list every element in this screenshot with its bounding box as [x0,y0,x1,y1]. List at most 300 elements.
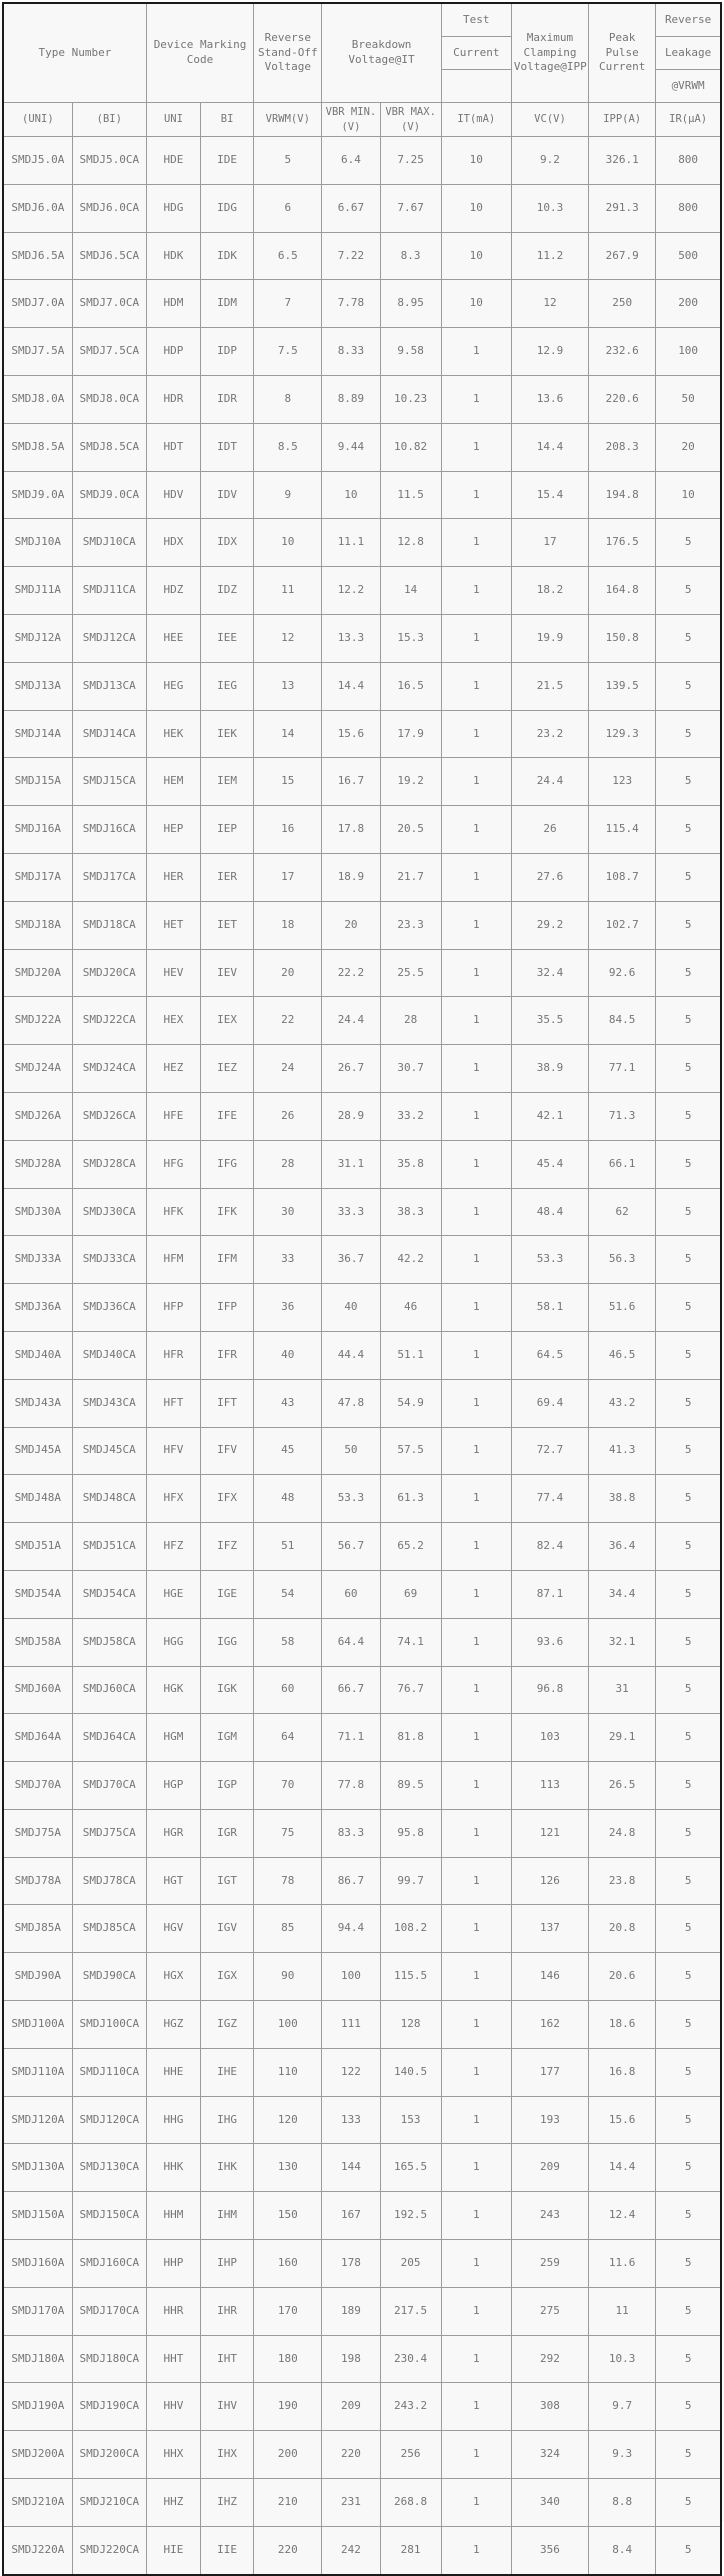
cell-type-bi: SMDJ10CA [72,519,146,567]
cell-type-uni: SMDJ45A [3,1427,72,1475]
cell-vrwm-v: 10 [254,519,322,567]
cell-marking-uni: HET [146,901,200,949]
cell-vbr-max-v: 20.5 [380,806,441,854]
cell-vrwm-v: 160 [254,2240,322,2288]
cell-vbr-min-v: 18.9 [322,853,380,901]
cell-type-bi: SMDJ33CA [72,1236,146,1284]
table-row [3,1092,721,1140]
col-header-peak-pulse-current: Peak Pulse Current [589,3,656,103]
cell-it-ma: 1 [441,1714,511,1762]
cell-it-ma: 1 [441,2144,511,2192]
cell-ir-ua: 5 [656,1475,721,1523]
cell-ir-ua: 5 [656,853,721,901]
cell-it-ma: 1 [441,1523,511,1571]
cell-ir-ua: 800 [656,137,721,185]
cell-type-bi: SMDJ43CA [72,1379,146,1427]
table-row [3,710,721,758]
cell-ipp-a: 34.4 [589,1570,656,1618]
cell-vbr-max-v: 12.8 [380,519,441,567]
cell-marking-uni: HFG [146,1140,200,1188]
cell-vbr-min-v: 11.1 [322,519,380,567]
cell-vbr-max-v: 10.23 [380,375,441,423]
cell-vc-v: 19.9 [511,614,588,662]
cell-ir-ua: 5 [656,662,721,710]
cell-ipp-a: 12.4 [589,2192,656,2240]
cell-vc-v: 53.3 [511,1236,588,1284]
cell-marking-uni: HDZ [146,567,200,615]
cell-vrwm-v: 190 [254,2383,322,2431]
col-header-type-uni: (UNI) [3,103,72,137]
cell-vrwm-v: 26 [254,1092,322,1140]
cell-it-ma: 1 [441,1857,511,1905]
cell-ir-ua: 5 [656,2240,721,2288]
cell-type-bi: SMDJ22CA [72,997,146,1045]
cell-marking-uni: HHR [146,2287,200,2335]
cell-vbr-max-v: 192.5 [380,2192,441,2240]
cell-marking-bi: IGP [201,1762,254,1810]
cell-vc-v: 292 [511,2335,588,2383]
cell-ipp-a: 84.5 [589,997,656,1045]
cell-ipp-a: 232.6 [589,328,656,376]
cell-vbr-min-v: 26.7 [322,1045,380,1093]
cell-type-uni: SMDJ200A [3,2431,72,2479]
cell-ir-ua: 5 [656,2144,721,2192]
cell-vbr-min-v: 31.1 [322,1140,380,1188]
cell-type-bi: SMDJ180CA [72,2335,146,2383]
table-row [3,2001,721,2049]
cell-ipp-a: 38.8 [589,1475,656,1523]
cell-type-uni: SMDJ160A [3,2240,72,2288]
cell-vbr-min-v: 7.78 [322,280,380,328]
cell-vbr-max-v: 61.3 [380,1475,441,1523]
cell-vc-v: 77.4 [511,1475,588,1523]
cell-vc-v: 324 [511,2431,588,2479]
cell-it-ma: 1 [441,1905,511,1953]
cell-ir-ua: 5 [656,1523,721,1571]
cell-type-uni: SMDJ30A [3,1188,72,1236]
cell-marking-uni: HGG [146,1618,200,1666]
cell-vbr-min-v: 77.8 [322,1762,380,1810]
col-header-type-bi: (BI) [72,103,146,137]
table-row [3,423,721,471]
cell-marking-bi: IHE [201,2048,254,2096]
col-header-marking-uni: UNI [146,103,200,137]
cell-it-ma: 1 [441,1618,511,1666]
cell-marking-uni: HDR [146,375,200,423]
cell-vc-v: 137 [511,1905,588,1953]
cell-vbr-max-v: 21.7 [380,853,441,901]
cell-marking-bi: IIE [201,2526,254,2574]
cell-vc-v: 126 [511,1857,588,1905]
cell-marking-uni: HDP [146,328,200,376]
cell-vrwm-v: 22 [254,997,322,1045]
table-row [3,997,721,1045]
cell-marking-bi: IGZ [201,2001,254,2049]
cell-ipp-a: 176.5 [589,519,656,567]
cell-marking-uni: HHG [146,2096,200,2144]
cell-vbr-min-v: 47.8 [322,1379,380,1427]
cell-marking-bi: IFM [201,1236,254,1284]
cell-vbr-min-v: 50 [322,1427,380,1475]
cell-marking-bi: IGT [201,1857,254,1905]
table-row [3,1331,721,1379]
cell-it-ma: 1 [441,328,511,376]
cell-type-uni: SMDJ11A [3,567,72,615]
table-row [3,375,721,423]
cell-it-ma: 10 [441,184,511,232]
cell-marking-bi: IEV [201,949,254,997]
cell-type-bi: SMDJ170CA [72,2287,146,2335]
cell-ir-ua: 5 [656,2192,721,2240]
cell-type-uni: SMDJ20A [3,949,72,997]
table-row [3,2335,721,2383]
cell-vbr-max-v: 81.8 [380,1714,441,1762]
cell-type-bi: SMDJ9.0CA [72,471,146,519]
cell-marking-uni: HDG [146,184,200,232]
table-row [3,519,721,567]
cell-vrwm-v: 6 [254,184,322,232]
cell-vbr-max-v: 165.5 [380,2144,441,2192]
cell-marking-bi: IDV [201,471,254,519]
table-row [3,1666,721,1714]
cell-ipp-a: 20.6 [589,1953,656,2001]
cell-it-ma: 1 [441,471,511,519]
cell-type-uni: SMDJ51A [3,1523,72,1571]
cell-marking-uni: HGZ [146,2001,200,2049]
cell-vc-v: 356 [511,2526,588,2574]
table-row [3,280,721,328]
cell-vrwm-v: 220 [254,2526,322,2574]
cell-vbr-min-v: 122 [322,2048,380,2096]
cell-vc-v: 17 [511,519,588,567]
cell-vbr-min-v: 6.4 [322,137,380,185]
table-row [3,137,721,185]
table-row [3,1857,721,1905]
cell-it-ma: 1 [441,710,511,758]
cell-ir-ua: 20 [656,423,721,471]
cell-vbr-max-v: 243.2 [380,2383,441,2431]
cell-vc-v: 275 [511,2287,588,2335]
cell-it-ma: 1 [441,2048,511,2096]
cell-vrwm-v: 30 [254,1188,322,1236]
cell-ipp-a: 43.2 [589,1379,656,1427]
cell-vbr-max-v: 95.8 [380,1809,441,1857]
cell-vrwm-v: 85 [254,1905,322,1953]
cell-ipp-a: 123 [589,758,656,806]
cell-type-bi: SMDJ8.0CA [72,375,146,423]
cell-it-ma: 1 [441,1331,511,1379]
cell-marking-bi: IEG [201,662,254,710]
cell-ipp-a: 102.7 [589,901,656,949]
cell-vrwm-v: 28 [254,1140,322,1188]
cell-ipp-a: 23.8 [589,1857,656,1905]
cell-vbr-max-v: 76.7 [380,1666,441,1714]
cell-vbr-max-v: 23.3 [380,901,441,949]
cell-vrwm-v: 54 [254,1570,322,1618]
cell-marking-uni: HEG [146,662,200,710]
cell-ipp-a: 26.5 [589,1762,656,1810]
cell-vbr-max-v: 230.4 [380,2335,441,2383]
cell-vrwm-v: 33 [254,1236,322,1284]
cell-vbr-min-v: 94.4 [322,1905,380,1953]
cell-vrwm-v: 15 [254,758,322,806]
cell-marking-bi: IEE [201,614,254,662]
cell-vrwm-v: 210 [254,2479,322,2527]
cell-vbr-max-v: 128 [380,2001,441,2049]
cell-it-ma: 1 [441,614,511,662]
cell-type-bi: SMDJ14CA [72,710,146,758]
cell-ir-ua: 5 [656,1666,721,1714]
cell-it-ma: 1 [441,806,511,854]
cell-marking-bi: IGE [201,1570,254,1618]
cell-type-bi: SMDJ130CA [72,2144,146,2192]
table-row [3,1762,721,1810]
cell-vbr-min-v: 178 [322,2240,380,2288]
cell-ipp-a: 8.4 [589,2526,656,2574]
table-row [3,1809,721,1857]
cell-vc-v: 35.5 [511,997,588,1045]
cell-vrwm-v: 36 [254,1284,322,1332]
cell-vrwm-v: 8.5 [254,423,322,471]
table-row [3,614,721,662]
cell-marking-uni: HEE [146,614,200,662]
cell-it-ma: 1 [441,1045,511,1093]
cell-ir-ua: 5 [656,1092,721,1140]
cell-marking-bi: IFE [201,1092,254,1140]
cell-it-ma: 1 [441,901,511,949]
cell-vbr-min-v: 111 [322,2001,380,2049]
cell-marking-bi: IDT [201,423,254,471]
cell-vbr-max-v: 7.25 [380,137,441,185]
cell-ipp-a: 9.7 [589,2383,656,2431]
cell-type-bi: SMDJ6.5CA [72,232,146,280]
cell-marking-bi: IHK [201,2144,254,2192]
cell-vc-v: 72.7 [511,1427,588,1475]
cell-vbr-max-v: 38.3 [380,1188,441,1236]
header-group-row-1 [3,3,721,37]
cell-type-bi: SMDJ51CA [72,1523,146,1571]
table-row [3,901,721,949]
cell-ir-ua: 5 [656,949,721,997]
cell-ipp-a: 164.8 [589,567,656,615]
cell-vbr-min-v: 16.7 [322,758,380,806]
cell-marking-bi: IHR [201,2287,254,2335]
cell-type-bi: SMDJ78CA [72,1857,146,1905]
cell-marking-bi: IHT [201,2335,254,2383]
cell-vbr-min-v: 198 [322,2335,380,2383]
cell-ir-ua: 5 [656,614,721,662]
cell-type-bi: SMDJ120CA [72,2096,146,2144]
cell-marking-bi: IGR [201,1809,254,1857]
cell-marking-bi: IFT [201,1379,254,1427]
cell-ipp-a: 10.3 [589,2335,656,2383]
cell-marking-bi: IDM [201,280,254,328]
table-row [3,1284,721,1332]
cell-vbr-min-v: 12.2 [322,567,380,615]
cell-vrwm-v: 14 [254,710,322,758]
cell-vc-v: 10.3 [511,184,588,232]
cell-vrwm-v: 48 [254,1475,322,1523]
cell-type-uni: SMDJ28A [3,1140,72,1188]
cell-ipp-a: 326.1 [589,137,656,185]
cell-marking-uni: HDT [146,423,200,471]
cell-vrwm-v: 120 [254,2096,322,2144]
cell-vbr-max-v: 99.7 [380,1857,441,1905]
cell-type-uni: SMDJ33A [3,1236,72,1284]
cell-vrwm-v: 9 [254,471,322,519]
cell-marking-bi: IFR [201,1331,254,1379]
cell-vc-v: 340 [511,2479,588,2527]
cell-marking-uni: HGT [146,1857,200,1905]
cell-ir-ua: 5 [656,2335,721,2383]
cell-vc-v: 162 [511,2001,588,2049]
cell-vbr-max-v: 15.3 [380,614,441,662]
cell-type-bi: SMDJ110CA [72,2048,146,2096]
cell-ipp-a: 14.4 [589,2144,656,2192]
cell-type-bi: SMDJ85CA [72,1905,146,1953]
cell-vbr-min-v: 83.3 [322,1809,380,1857]
cell-marking-bi: IGV [201,1905,254,1953]
table-row [3,2096,721,2144]
cell-vrwm-v: 170 [254,2287,322,2335]
table-body [3,137,721,2575]
cell-type-uni: SMDJ110A [3,2048,72,2096]
cell-vc-v: 32.4 [511,949,588,997]
cell-vrwm-v: 17 [254,853,322,901]
cell-marking-bi: IFG [201,1140,254,1188]
cell-ir-ua: 5 [656,1379,721,1427]
cell-ipp-a: 77.1 [589,1045,656,1093]
cell-vrwm-v: 5 [254,137,322,185]
cell-marking-uni: HHE [146,2048,200,2096]
table-row [3,853,721,901]
cell-marking-bi: IDP [201,328,254,376]
col-header-leakage: Leakage [656,37,721,70]
table-row [3,758,721,806]
cell-marking-uni: HEV [146,949,200,997]
cell-ir-ua: 5 [656,758,721,806]
cell-vrwm-v: 60 [254,1666,322,1714]
cell-vc-v: 23.2 [511,710,588,758]
cell-ir-ua: 5 [656,1331,721,1379]
cell-ir-ua: 5 [656,2383,721,2431]
cell-vbr-max-v: 74.1 [380,1618,441,1666]
cell-type-bi: SMDJ20CA [72,949,146,997]
cell-vbr-min-v: 133 [322,2096,380,2144]
cell-vbr-max-v: 51.1 [380,1331,441,1379]
cell-vrwm-v: 18 [254,901,322,949]
cell-marking-bi: IFX [201,1475,254,1523]
cell-it-ma: 1 [441,1188,511,1236]
cell-vbr-min-v: 167 [322,2192,380,2240]
cell-ir-ua: 5 [656,1284,721,1332]
cell-vbr-min-v: 64.4 [322,1618,380,1666]
cell-vbr-max-v: 11.5 [380,471,441,519]
cell-ipp-a: 46.5 [589,1331,656,1379]
cell-type-bi: SMDJ60CA [72,1666,146,1714]
cell-type-bi: SMDJ200CA [72,2431,146,2479]
cell-it-ma: 1 [441,1666,511,1714]
cell-type-uni: SMDJ24A [3,1045,72,1093]
cell-vrwm-v: 45 [254,1427,322,1475]
cell-type-uni: SMDJ18A [3,901,72,949]
cell-type-uni: SMDJ210A [3,2479,72,2527]
table-row [3,806,721,854]
cell-it-ma: 10 [441,137,511,185]
table-row [3,1140,721,1188]
cell-vbr-min-v: 6.67 [322,184,380,232]
cell-type-uni: SMDJ100A [3,2001,72,2049]
cell-it-ma: 1 [441,2240,511,2288]
cell-vc-v: 93.6 [511,1618,588,1666]
cell-ir-ua: 5 [656,997,721,1045]
cell-ipp-a: 150.8 [589,614,656,662]
table-row [3,1045,721,1093]
cell-marking-uni: HFV [146,1427,200,1475]
cell-type-uni: SMDJ16A [3,806,72,854]
cell-vc-v: 64.5 [511,1331,588,1379]
cell-vc-v: 12.9 [511,328,588,376]
cell-it-ma: 10 [441,232,511,280]
cell-type-bi: SMDJ64CA [72,1714,146,1762]
cell-ir-ua: 5 [656,2479,721,2527]
cell-marking-bi: IHG [201,2096,254,2144]
cell-ir-ua: 10 [656,471,721,519]
cell-vrwm-v: 180 [254,2335,322,2383]
cell-ipp-a: 208.3 [589,423,656,471]
cell-type-bi: SMDJ11CA [72,567,146,615]
cell-marking-uni: HEX [146,997,200,1045]
cell-vrwm-v: 12 [254,614,322,662]
cell-marking-uni: HHP [146,2240,200,2288]
cell-ir-ua: 5 [656,2096,721,2144]
cell-ipp-a: 18.6 [589,2001,656,2049]
cell-type-bi: SMDJ12CA [72,614,146,662]
cell-vbr-max-v: 54.9 [380,1379,441,1427]
cell-vbr-max-v: 65.2 [380,1523,441,1571]
cell-ipp-a: 194.8 [589,471,656,519]
datasheet-page [0,2,724,2556]
cell-ir-ua: 5 [656,1236,721,1284]
table-row [3,2383,721,2431]
cell-vbr-min-v: 44.4 [322,1331,380,1379]
cell-ir-ua: 5 [656,2287,721,2335]
cell-ir-ua: 5 [656,1570,721,1618]
cell-marking-uni: HDK [146,232,200,280]
cell-vrwm-v: 90 [254,1953,322,2001]
cell-vbr-min-v: 144 [322,2144,380,2192]
cell-ir-ua: 500 [656,232,721,280]
cell-ir-ua: 200 [656,280,721,328]
cell-vc-v: 24.4 [511,758,588,806]
cell-type-bi: SMDJ160CA [72,2240,146,2288]
col-header-test-blank [441,70,511,103]
cell-vbr-max-v: 17.9 [380,710,441,758]
cell-marking-bi: IDR [201,375,254,423]
cell-type-uni: SMDJ7.5A [3,328,72,376]
cell-vc-v: 209 [511,2144,588,2192]
cell-ir-ua: 5 [656,806,721,854]
cell-ir-ua: 5 [656,1762,721,1810]
cell-type-bi: SMDJ30CA [72,1188,146,1236]
cell-type-bi: SMDJ13CA [72,662,146,710]
cell-marking-bi: IGG [201,1618,254,1666]
cell-vbr-min-v: 20 [322,901,380,949]
cell-it-ma: 1 [441,2335,511,2383]
cell-vbr-min-v: 28.9 [322,1092,380,1140]
col-header-vc-v: VC(V) [511,103,588,137]
cell-ipp-a: 62 [589,1188,656,1236]
